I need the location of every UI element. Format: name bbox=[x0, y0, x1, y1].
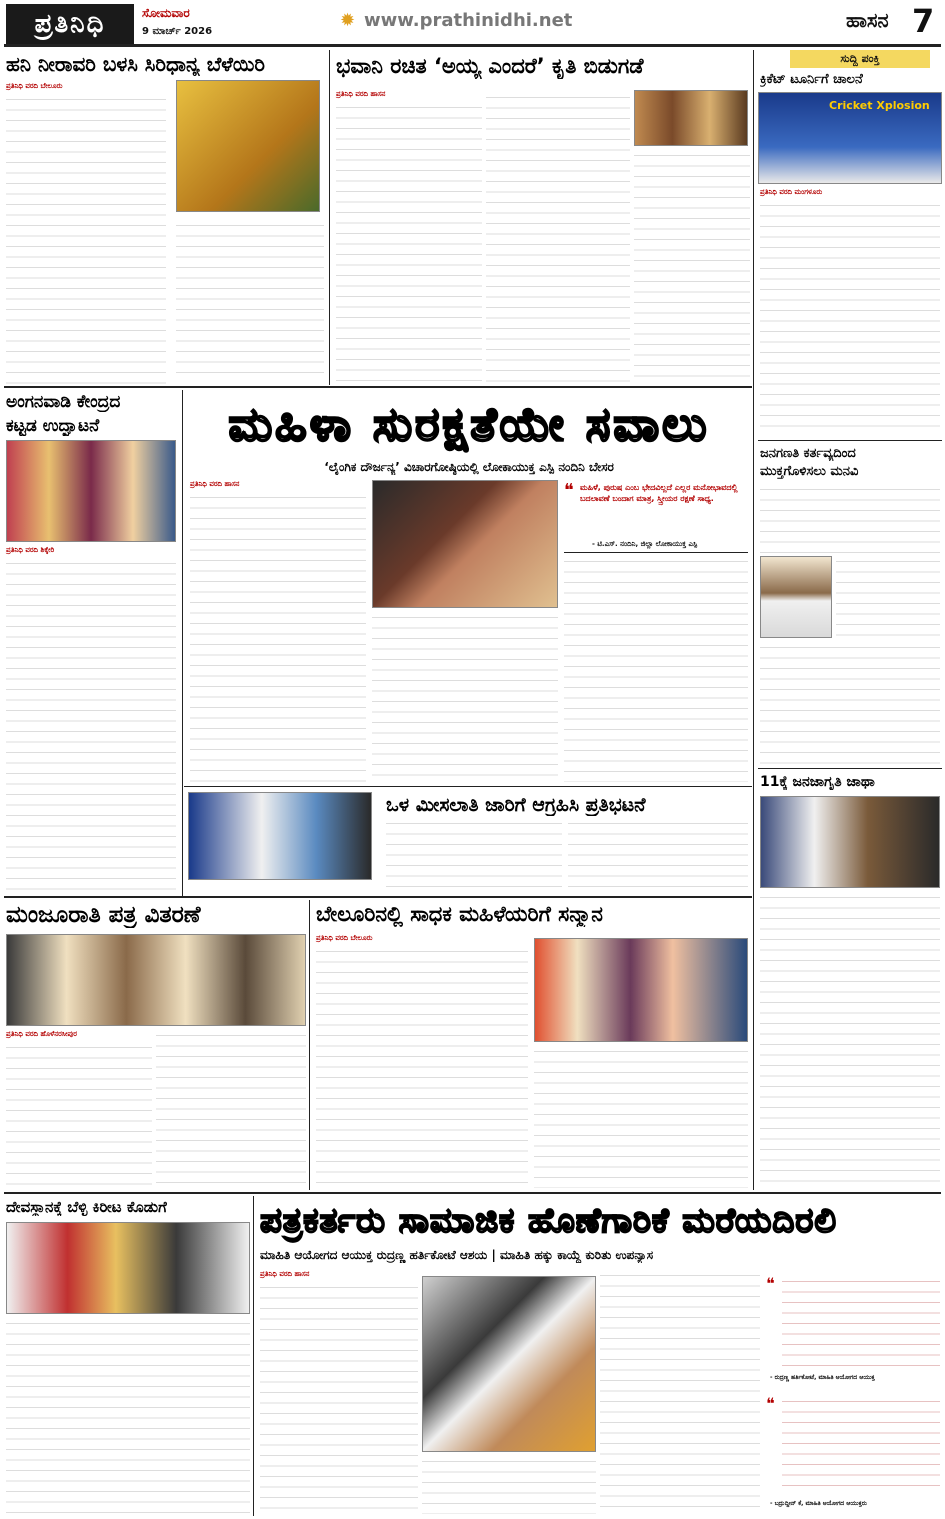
reservation-photo bbox=[188, 792, 372, 880]
women-safety-headline: ಮಹಿಳಾ ಸುರಕ್ಷತೆಯೇ ಸವಾಲು bbox=[228, 397, 710, 451]
census-headline-line1: ಜನಗಣತಿ ಕರ್ತವ್ಯದಿಂದ bbox=[760, 446, 856, 461]
sidebar-section-label: ಸುದ್ದಿ ಪಂಕ್ತಿ bbox=[790, 50, 930, 68]
women-safety-subheadline: ‘ಲೈಂಗಿಕ ದೌರ್ಜನ್ಯ’ ವಿಚಾರಗೋಷ್ಠಿಯಲ್ಲಿ ಲೋಕಾಯುಕ್ತ ಎಸ್ಪಿ ನಂದಿನಿ ಬೇಸರ bbox=[324, 460, 614, 474]
women-safety-photo bbox=[372, 480, 558, 608]
col-divider-1 bbox=[329, 50, 330, 385]
women-safety-byline: ಪ್ರತಿನಿಧಿ ವರದಿ ಹಾಸನ bbox=[190, 480, 240, 488]
book-release-body-col1 bbox=[336, 102, 482, 384]
masthead-rule bbox=[4, 44, 941, 47]
census-body-top bbox=[760, 484, 940, 554]
journalists-quote-1 bbox=[782, 1276, 940, 1372]
women-safety-body-col3 bbox=[564, 556, 748, 782]
millet-body-col1 bbox=[6, 94, 166, 384]
census-portrait bbox=[760, 556, 832, 638]
sanction-letter-headline: ಮಂಜೂರಾತಿ ಪತ್ರ ವಿತರಣೆ bbox=[6, 902, 201, 928]
women-safety-body-col2 bbox=[372, 612, 558, 782]
col-divider-2 bbox=[182, 390, 183, 896]
jatha-body bbox=[760, 892, 940, 1188]
jatha-photo bbox=[760, 796, 940, 888]
anganwadi-headline-line1: ಅಂಗನವಾಡಿ ಕೇಂದ್ರದ bbox=[6, 392, 121, 412]
horizontal-rule-2 bbox=[184, 786, 752, 787]
book-release-body-col2 bbox=[486, 92, 630, 384]
anganwadi-body bbox=[6, 558, 176, 894]
journalists-body-col2 bbox=[422, 1456, 596, 1514]
belur-women-body-col1 bbox=[316, 946, 528, 1188]
women-safety-quote-attribution: - ಟಿ.ಎಸ್. ನಂದಿನಿ, ಜಿಲ್ಲಾ ಲೋಕಾಯುಕ್ತ ಎಸ್ಪಿ bbox=[592, 540, 698, 548]
belur-women-headline: ಬೇಲೂರಿನಲ್ಲಿ ಸಾಧಕ ಮಹಿಳೆಯರಿಗೆ ಸನ್ಮಾನ bbox=[316, 902, 603, 926]
book-release-photo bbox=[634, 90, 748, 146]
quote-rule bbox=[564, 552, 748, 553]
sanction-letter-byline: ಪ್ರತಿನಿಧಿ ವರದಿ ಹೊಳೆನರಸೀಪುರ bbox=[6, 1030, 77, 1038]
women-safety-quote: ಮಹಿಳೆ, ಪುರುಷ ಎಂಬ ಭೇದವಿಲ್ಲದೆ ಎಲ್ಲರ ಮನೋಭಾವದಲ್ಲಿ ಬದಲಾವಣೆ ಬಂದಾಗ ಮಾತ್ರ, ಸ್ತ್ರೀಯರ ರಕ್ಷಣೆ ಸಾಧ್ಯ. bbox=[580, 483, 738, 503]
belur-women-photo bbox=[534, 938, 748, 1042]
journalists-quote-2-attribution: - ಬದ್ರುದ್ದೀನ್ ಕೆ, ಮಾಹಿತಿ ಆಯೋಗದ ಆಯುಕ್ತರು bbox=[770, 1500, 867, 1507]
journalists-quote-2 bbox=[782, 1396, 940, 1494]
issue-date: 9 ಮಾರ್ಚ್ 2026 bbox=[142, 26, 213, 37]
census-headline-line2: ಮುಕ್ತಗೊಳಿಸಲು ಮನವಿ bbox=[760, 464, 859, 479]
women-safety-body-col1 bbox=[190, 492, 366, 782]
sanction-letter-body-col1 bbox=[6, 1042, 152, 1188]
sidebar-rule-1 bbox=[758, 440, 942, 441]
issue-day: ಸೋಮವಾರ bbox=[142, 6, 190, 20]
journalists-body-col1 bbox=[260, 1282, 418, 1514]
page-number: 7 bbox=[912, 2, 935, 40]
sanction-letter-body-col2 bbox=[156, 1030, 306, 1188]
belur-women-body-col2 bbox=[534, 1046, 748, 1188]
edition-name: ಹಾಸನ bbox=[846, 8, 889, 32]
col-divider-4 bbox=[253, 1196, 254, 1516]
journalists-byline: ಪ್ರತಿನಿಧಿ ವರದಿ ಹಾಸನ bbox=[260, 1270, 310, 1278]
horizontal-rule-3 bbox=[4, 896, 752, 898]
cricket-headline: ಕ್ರಿಕೆಟ್ ಟೂರ್ನಿಗೆ ಚಾಲನೆ bbox=[760, 72, 863, 87]
journalists-photo bbox=[422, 1276, 596, 1452]
journalists-body-col3 bbox=[600, 1270, 760, 1514]
quote-mark-icon: ❝ bbox=[564, 480, 574, 501]
census-body-bottom bbox=[760, 642, 940, 764]
anganwadi-photo bbox=[6, 440, 176, 542]
millet-headline: ಹನಿ ನೀರಾವರಿ ಬಳಸಿ ಸಿರಿಧಾನ್ಯ ಬೆಳೆಯಿರಿ bbox=[6, 52, 265, 76]
silver-crown-body bbox=[6, 1318, 250, 1514]
quote-mark-icon: ❝ bbox=[766, 1394, 775, 1413]
horizontal-rule-4 bbox=[4, 1192, 941, 1194]
reservation-body-col2 bbox=[568, 818, 748, 890]
census-body-right bbox=[836, 556, 940, 640]
cricket-banner-text: Cricket Xplosion bbox=[829, 99, 930, 112]
newspaper-logo: ಪ್ರತಿನಿಧಿ bbox=[6, 4, 134, 44]
silver-crown-photo bbox=[6, 1222, 250, 1314]
jatha-headline: 11ಕ್ಕೆ ಜನಜಾಗೃತಿ ಜಾಥಾ bbox=[760, 774, 875, 790]
reservation-headline: ಒಳ ಮೀಸಲಾತಿ ಜಾರಿಗೆ ಆಗ್ರಹಿಸಿ ಪ್ರತಿಭಟನೆ bbox=[386, 794, 646, 816]
book-release-headline: ಭವಾನಿ ರಚಿತ ‘ಅಯ್ಯ ಎಂದರೆ’ ಕೃತಿ ಬಿಡುಗಡೆ bbox=[336, 54, 644, 78]
book-release-body-col3 bbox=[634, 150, 750, 384]
journalists-quote-1-attribution: - ರುದ್ರಣ್ಣ ಹರ್ತಿಕೋಟೆ, ಮಾಹಿತಿ ಆಯೋಗದ ಆಯುಕ್ತ bbox=[770, 1374, 875, 1381]
journalists-subheadline: ಮಾಹಿತಿ ಆಯೋಗದ ಆಯುಕ್ತ ರುದ್ರಣ್ಣ ಹರ್ತಿಕೋಟೆ ಆಶಯ | ಮಾಹಿತಿ ಹಕ್ಕು ಕಾಯ್ದೆ ಕುರಿತು ಉಪನ್ಯಾಸ bbox=[260, 1248, 654, 1262]
anganwadi-byline: ಪ್ರತಿನಿಧಿ ವರದಿ ಶಿಕ್ಕೇರಿ bbox=[6, 546, 55, 554]
col-divider-3 bbox=[309, 900, 310, 1190]
millet-body-col2 bbox=[176, 220, 324, 380]
cricket-photo bbox=[758, 92, 942, 184]
horizontal-rule-1 bbox=[4, 386, 752, 388]
millet-byline: ಪ್ರತಿನಿಧಿ ವರದಿ ಬೇಲೂರು bbox=[6, 82, 63, 90]
book-release-byline: ಪ್ರತಿನಿಧಿ ವರದಿ ಹಾಸನ bbox=[336, 90, 386, 98]
millet-photo bbox=[176, 80, 320, 212]
sidebar-divider bbox=[753, 50, 754, 1190]
belur-women-byline: ಪ್ರತಿನಿಧಿ ವರದಿ ಬೇಲೂರು bbox=[316, 934, 373, 942]
silver-crown-headline: ದೇವಸ್ಥಾನಕ್ಕೆ ಬೆಳ್ಳಿ ಕಿರೀಟ ಕೊಡುಗೆ bbox=[6, 1198, 167, 1216]
journalists-headline: ಪತ್ರಕರ್ತರು ಸಾಮಾಜಿಕ ಹೊಣೆಗಾರಿಕೆ ಮರೆಯದಿರಲಿ bbox=[260, 1201, 838, 1241]
cricket-body bbox=[760, 200, 940, 436]
anganwadi-headline-line2: ಕಟ್ಟಡ ಉದ್ಘಾಟನೆ bbox=[6, 416, 100, 436]
sidebar-rule-2 bbox=[758, 768, 942, 769]
reservation-body-col1 bbox=[386, 818, 562, 890]
sanction-letter-photo bbox=[6, 934, 306, 1026]
cricket-byline: ಪ್ರತಿನಿಧಿ ವರದಿ ಮಂಗಳೂರು bbox=[760, 188, 823, 196]
website-url: www.prathinidhi.net bbox=[364, 10, 573, 31]
quote-mark-icon: ❝ bbox=[766, 1274, 775, 1293]
sun-icon: ✹ bbox=[340, 10, 356, 31]
